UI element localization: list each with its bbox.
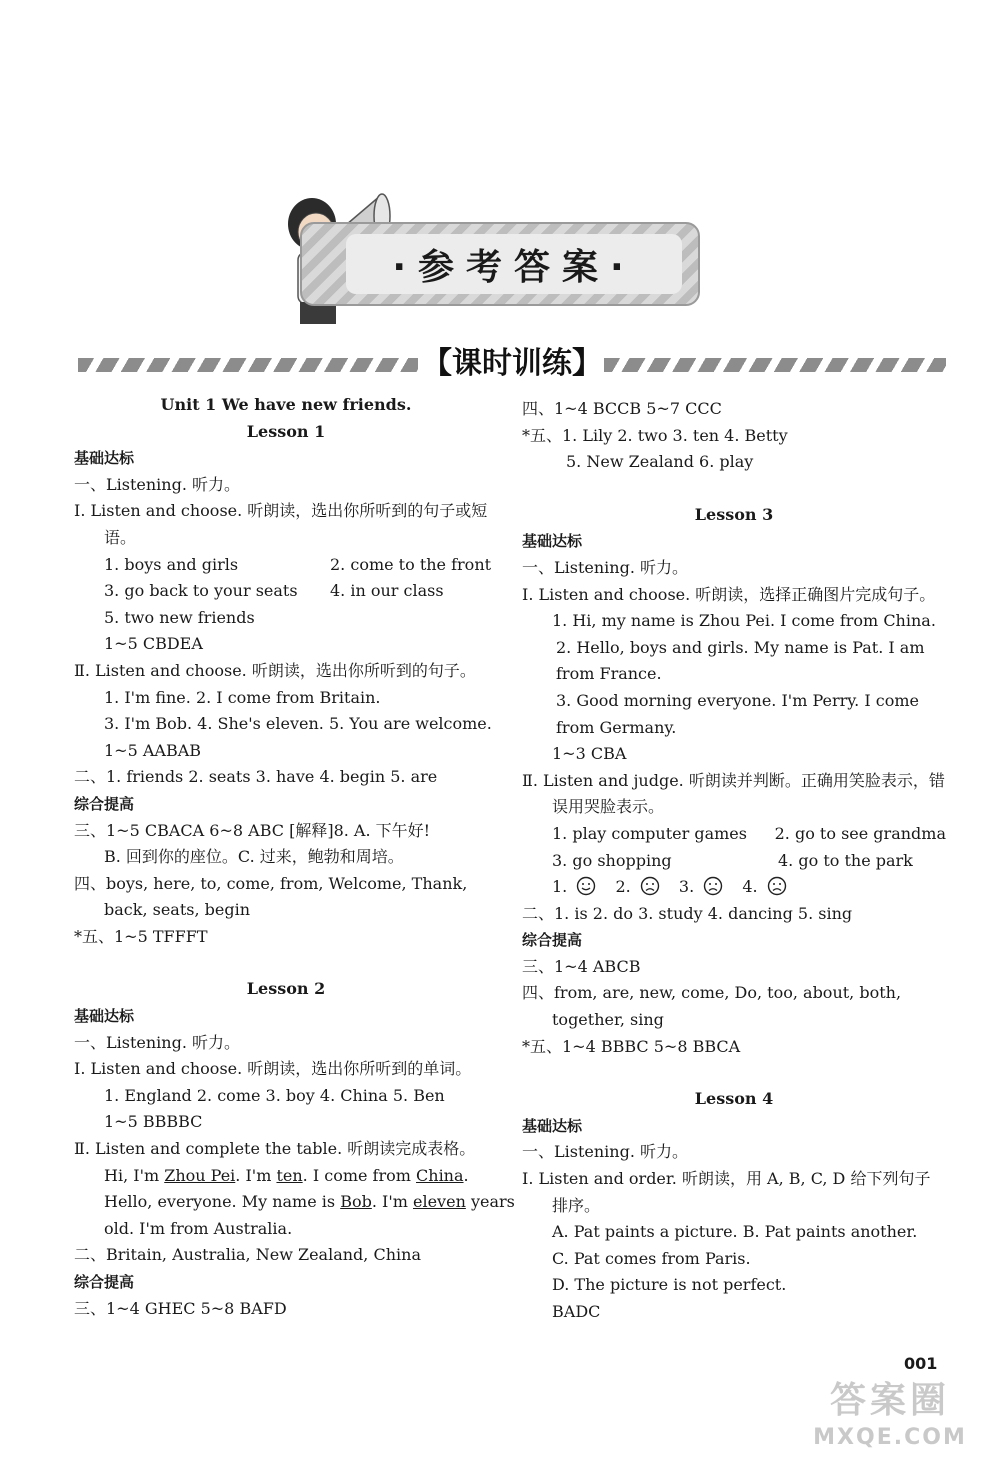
option-row (522, 848, 946, 875)
sentence-line: 2. Hello, boys and girls. My name is Pat. I am from France. (556, 637, 925, 684)
section-title: 【课时训练】 (422, 346, 602, 381)
filled-blank: China (416, 1165, 464, 1185)
filled-blank: Zhou Pei (164, 1165, 236, 1185)
answer-line: 三、1~5 CBACA 6~8 ABC [解释]8. A. 下午好! (74, 820, 431, 840)
watermark-url: MXQE.COM (813, 1425, 967, 1450)
spacer (522, 1060, 946, 1086)
question-line: Ⅱ. Listen and choose. 听朗读，选出你所听到的句子。 (74, 660, 476, 680)
text: . I come from (302, 1165, 417, 1185)
answer-line: 5. New Zealand 6. play (566, 452, 754, 472)
section-divider-left (78, 358, 418, 372)
answer-line: 1~5 AABAB (104, 740, 202, 760)
face-number: 3. (678, 877, 695, 897)
filled-blank: eleven (413, 1192, 466, 1212)
option-row (74, 578, 498, 605)
advanced-heading: 综合提高 (74, 794, 135, 813)
question-line: Ⅰ. Listen and choose. 听朗读，选出你所听到的句子或短语。 (74, 501, 488, 547)
answer-line: 四、1~4 BCCB 5~7 CCC (522, 399, 722, 418)
text: Hi, I'm (104, 1165, 165, 1185)
basic-heading: 基础达标 (522, 1116, 583, 1135)
option: 2. come to the front (330, 554, 492, 574)
answer-line: 二、1. friends 2. seats 3. have 4. begin 5. are (74, 767, 438, 787)
option-row (522, 821, 946, 848)
basic-heading: 基础达标 (74, 1007, 135, 1026)
filled-blank: ten (276, 1165, 303, 1185)
unit-title: Unit 1 We have new friends. (160, 395, 412, 414)
option: 1. boys and girls (104, 554, 239, 574)
face-number: 2. (615, 877, 631, 897)
option: 5. two new friends (104, 607, 255, 627)
option: 3. go shopping (552, 850, 672, 870)
answer-line: 三、1~4 ABCB (522, 956, 641, 976)
question-line: 一、Listening. 听力。 (522, 557, 688, 577)
sad-face-icon (703, 876, 723, 896)
option: 2. go to see grandma (774, 823, 946, 843)
table-answer-line (74, 1189, 515, 1216)
answer-line: *五、1~4 BBBC 5~8 BBCA (522, 1036, 741, 1056)
sentence-line: D. The picture is not perfect. (552, 1275, 787, 1295)
text: years (465, 1192, 515, 1212)
lesson-3-title: Lesson 3 (694, 504, 774, 524)
option-row (74, 552, 498, 579)
spacer (74, 950, 498, 976)
answer-line: 四、boys, here, to, come, from, Welcome, Thank, back, seats, begin (74, 873, 468, 920)
text: Hello, everyone. My name is (104, 1192, 341, 1212)
left-column (74, 392, 515, 1322)
answer-line: 二、1. is 2. do 3. study 4. dancing 5. sing (522, 903, 853, 923)
option: 4. in our class (330, 581, 444, 601)
face-answers (522, 874, 946, 901)
text: . (463, 1165, 469, 1185)
text: . I'm (371, 1192, 413, 1212)
explanation-line: B. 回到你的座位。C. 过来，鲍勃和周培。 (104, 847, 404, 867)
question-line: Ⅰ. Listen and choose. 听朗读，选择正确图片完成句子。 (522, 584, 936, 604)
option: 4. go to the park (778, 850, 913, 870)
question-line: 一、Listening. 听力。 (74, 1032, 240, 1052)
sentence-line: 1. I'm fine. 2. I come from Britain. (104, 687, 381, 707)
advanced-heading: 综合提高 (522, 931, 583, 950)
page-title: ·参考答案· (392, 246, 636, 288)
sentence-line: 1. Hi, my name is Zhou Pei. I come from China. (552, 611, 936, 631)
smiley-face-icon (576, 876, 596, 896)
question-line: Ⅰ. Listen and order. 听朗读，用 A, B, C, D 给下列句子排序。 (522, 1169, 931, 1215)
right-column (522, 396, 946, 1326)
lesson-1-title: Lesson 1 (246, 421, 326, 441)
face-number: 1. (552, 877, 568, 897)
answer-line: 三、1~4 GHEC 5~8 BAFD (74, 1298, 287, 1318)
question-line: Ⅰ. Listen and choose. 听朗读，选出你所听到的单词。 (74, 1059, 472, 1079)
answer-line: 二、Britain, Australia, New Zealand, China (74, 1245, 421, 1265)
lesson-4-title: Lesson 4 (694, 1089, 774, 1109)
word-line: 1. England 2. come 3. boy 4. China 5. Ben (104, 1085, 445, 1105)
table-answer-line (74, 1163, 498, 1190)
text: . I'm (235, 1165, 277, 1185)
basic-heading: 基础达标 (522, 532, 583, 551)
answer-line: *五、1. Lily 2. two 3. ten 4. Betty (522, 425, 788, 445)
sentence-line: C. Pat comes from Paris. (552, 1248, 751, 1268)
sentence-line: 3. I'm Bob. 4. She's eleven. 5. You are welcome. (104, 714, 492, 734)
question-line: 一、Listening. 听力。 (522, 1142, 688, 1162)
watermark (800, 1378, 980, 1458)
option: 1. play computer games (552, 823, 747, 843)
sad-face-icon (640, 876, 660, 896)
sad-face-icon (767, 876, 787, 896)
advanced-heading: 综合提高 (74, 1273, 135, 1291)
basic-heading: 基础达标 (74, 449, 135, 468)
answer-line: 1~5 BBBBC (104, 1112, 203, 1132)
answer-line: *五、1~5 TFFFT (74, 926, 208, 946)
watermark-text: 答案圈 (829, 1380, 950, 1421)
question-line: Ⅱ. Listen and judge. 听朗读并判断。正确用笑脸表示，错误用哭脸表示。 (522, 770, 945, 817)
answer-line: 1~3 CBA (552, 744, 627, 764)
answer-line: 四、from, are, new, come, Do, too, about, both, together, sing (522, 983, 902, 1030)
lesson-2-title: Lesson 2 (246, 979, 326, 999)
spacer (522, 476, 946, 502)
option: 3. go back to your seats (104, 581, 298, 601)
header-banner (300, 222, 700, 306)
header-banner-inner (346, 234, 682, 294)
sentence-line: A. Pat paints a picture. B. Pat paints another. (552, 1222, 918, 1242)
section-divider-right (604, 358, 946, 372)
table-answer-line: old. I'm from Australia. (104, 1218, 293, 1238)
face-number: 4. (742, 877, 758, 897)
filled-blank: Bob (340, 1192, 372, 1212)
question-line: Ⅱ. Listen and complete the table. 听朗读完成表格。 (74, 1139, 476, 1159)
page-number: 001 (904, 1354, 938, 1373)
question-line: 一、Listening. 听力。 (74, 474, 240, 494)
answer-line: BADC (552, 1302, 601, 1321)
answer-line: 1~5 CBDEA (104, 634, 203, 654)
sentence-line: 3. Good morning everyone. I'm Perry. I come from Germany. (556, 690, 919, 737)
